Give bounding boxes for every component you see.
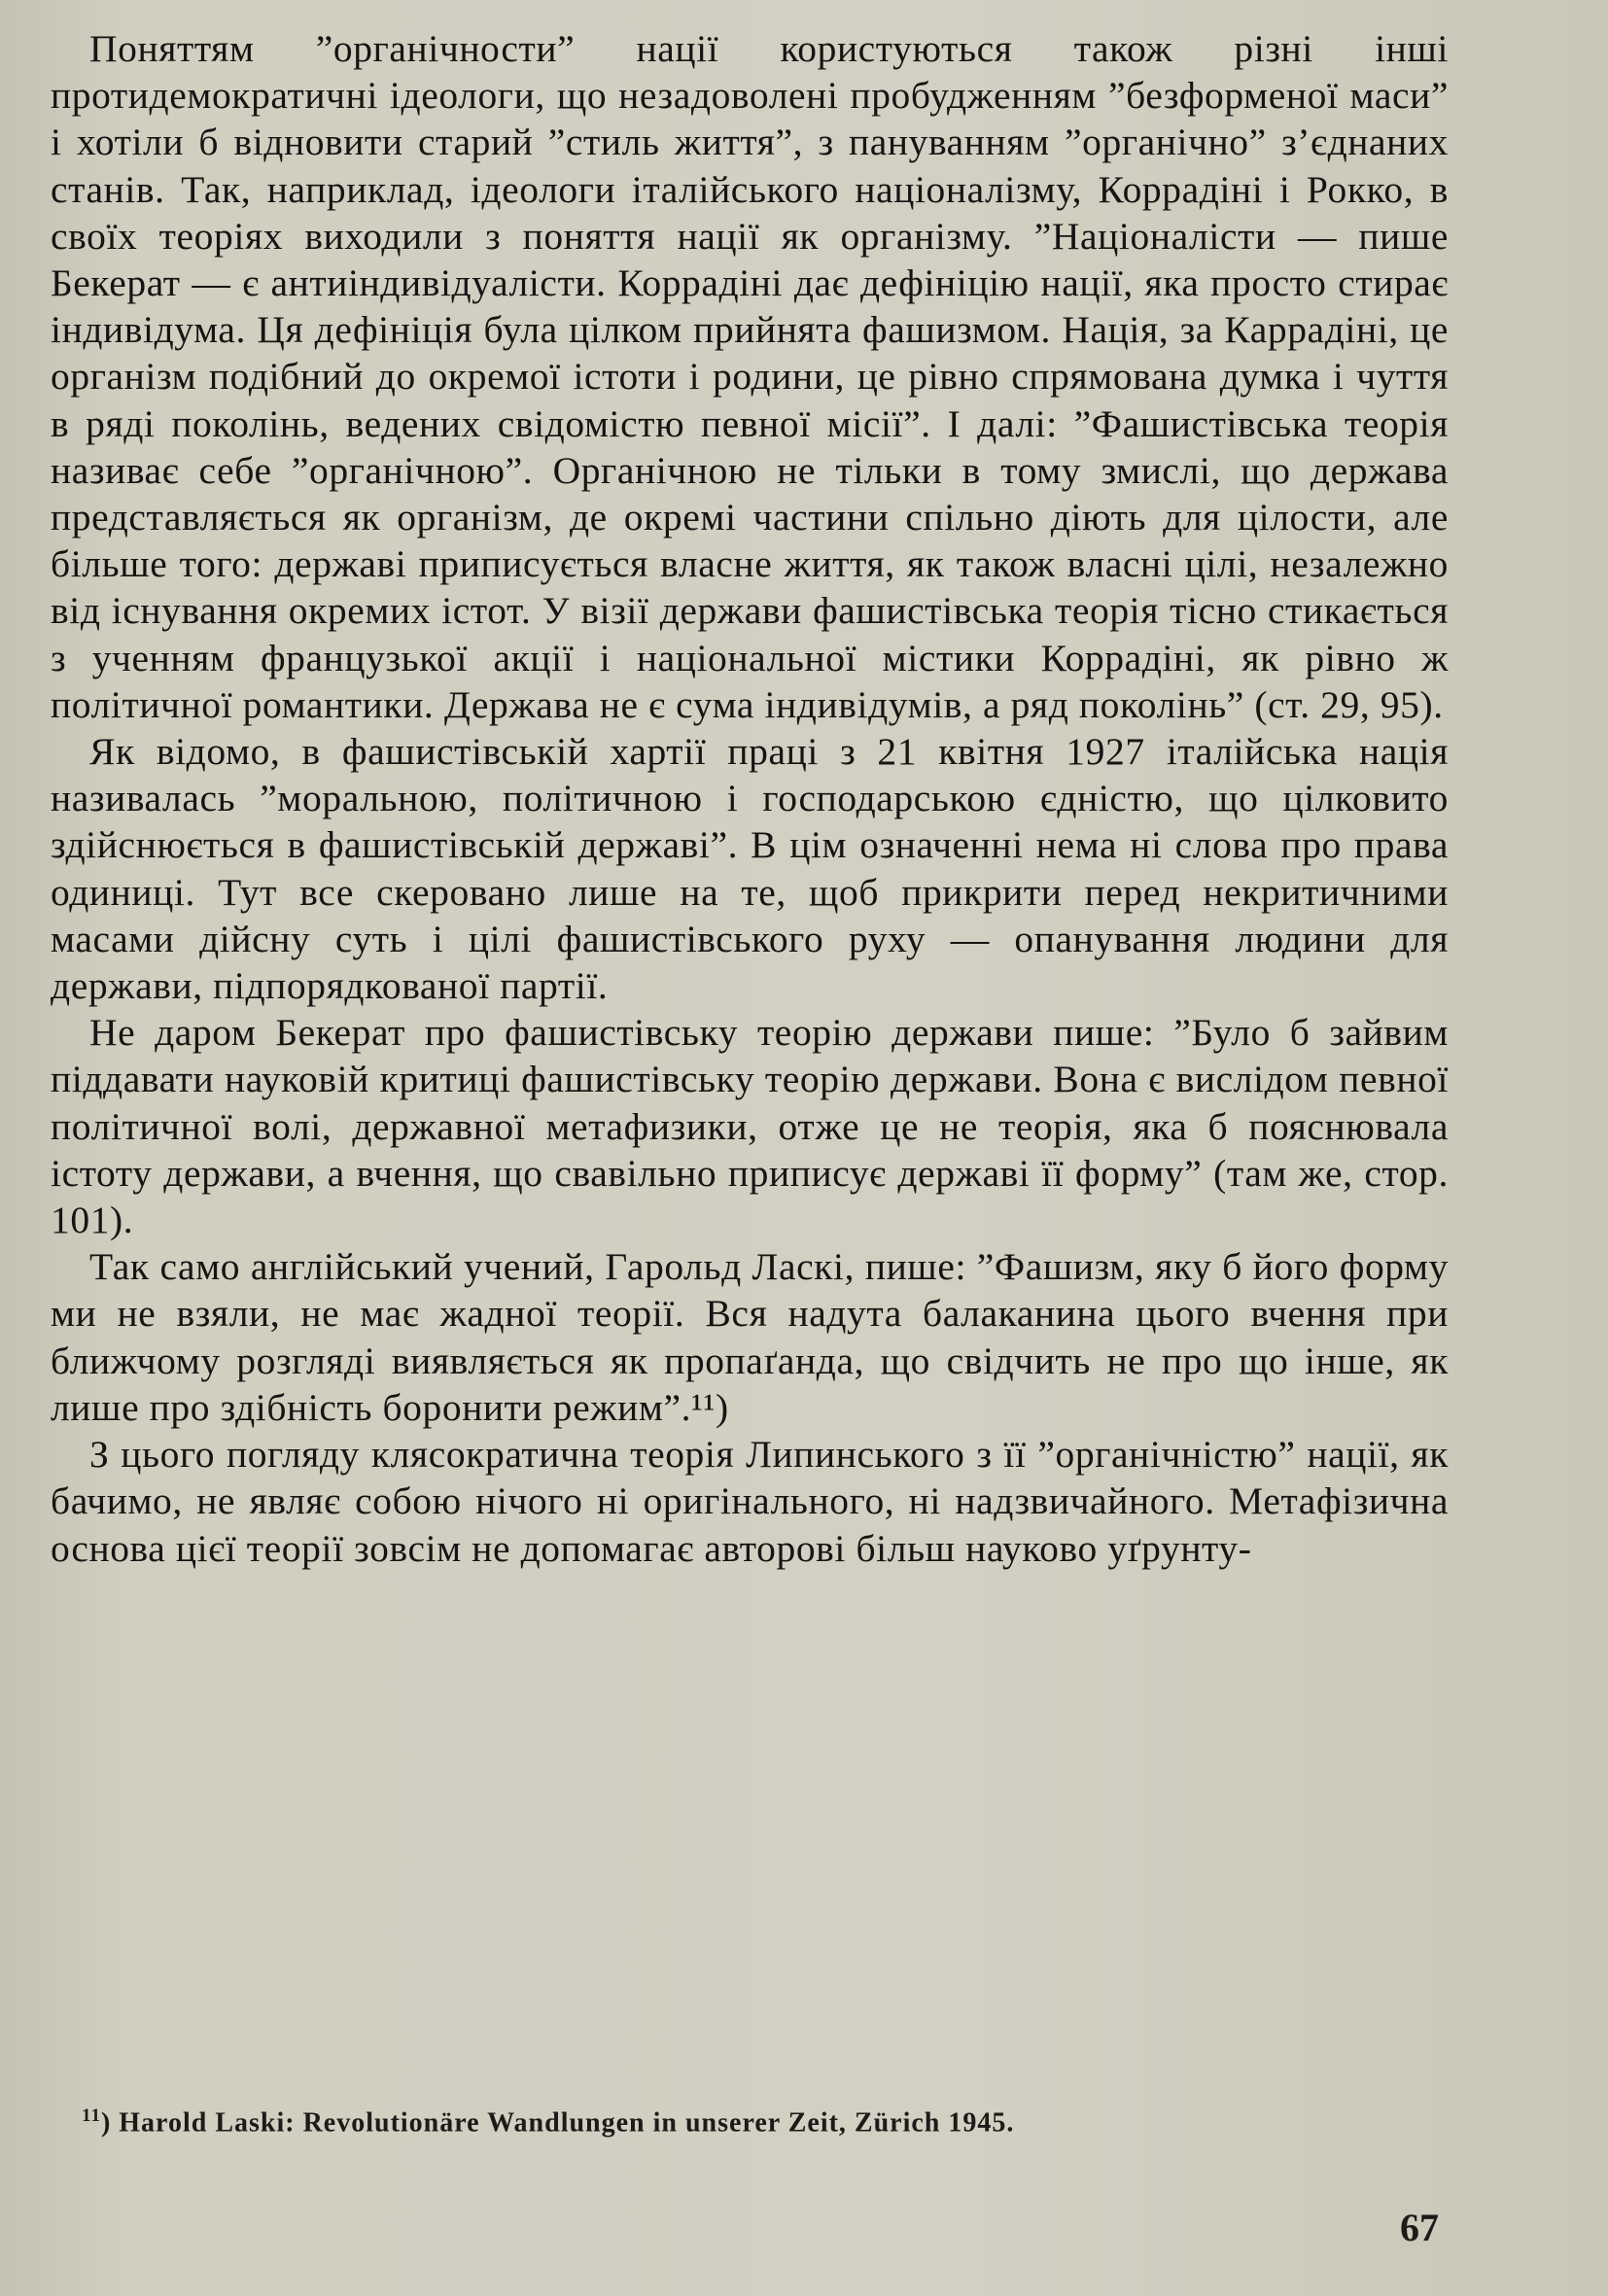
paragraph-5: З цього погляду клясократична теорія Липинського з її ”органічністю” нації, як бачимо, не являє собою нічого ні оригінального, ні надзвичайного. Метафізична основа цієї теорії зовсім не допомагає авторові більш науково уґрунту- <box>51 1433 1449 1570</box>
paragraph-2: Як відомо, в фашистівській хартії праці з 21 квітня 1927 італійська нація називалась ”моральною, політичною і господарською єдністю, що цілковито здійснюється в фашистівській державі”. В цім означенні нема ні слова про права одиниці. Тут все скеровано лише на те, щоб прикрити перед некритичними масами дійсну суть і цілі фашистівського руху — опанування людини для держави, підпорядкованої партії. <box>51 730 1449 1008</box>
paragraph-1: Поняттям ”органічности” нації користуються також різні інші протидемократичні ідеологи, що незадоволені пробудженням ”безформеної маси” і хотіли б відновити старий ”стиль життя”, з пануванням ”органічно” з’єднаних станів. Так, наприклад, ідеологи італійського націоналізму, Коррадіні і Рокко, в своїх теоріях виходили з поняття нації як організму. ”Націоналісти — пише Бекерат — є антиіндивідуалісти. Коррадіні дає дефініцію нації, яка просто стирає індивідума. Ця дефініція була цілком прийнята фашизмом. Нація, за Каррадіні, це організм подібний до окремої істоти і родини, це рівно спрямована думка і чуття в ряді поколінь, ведених свідомістю певної місії”. І далі: ”Фашистівська теорія називає себе ”органічною”. Органічною не тільки в тому змислі, що держава представляється як організм, де окремі частини спільно діють для цілости, але більше того: державі приписується власне життя, як також власні цілі, незалежно від існування окремих істот. У візії держави фашистівська теорія тісно стикається з ученням французької акції і національної містики Коррадіні, як рівно ж політичної романтики. Держава не є сума індивідумів, а ряд поколінь” (ст. 29, 95). <box>51 27 1449 726</box>
body-text <box>51 25 1449 1572</box>
footnote-text: ) Harold Laski: Revolutionäre Wandlungen in unserer Zeit, Zürich 1945. <box>100 2107 1015 2139</box>
paragraph-4: Так само англійський учений, Гарольд Ласкі, пише: ”Фашизм, яку б його форму ми не взяли, не має жадної теорії. Вся надута балаканина цього вчення при ближчому розгляді виявляється як пропаґанда, що свідчить не про що інше, як лише про здібність боронити режим”.¹¹) <box>51 1245 1449 1429</box>
paragraph-3: Не даром Бекерат про фашистівську теорію держави пише: ”Було б зайвим піддавати науковій критиці фашистівську теорію держави. Вона є вислідом певної політичної волі, державної метафизики, отже це не теорія, яка б пояснювала істоту держави, а вчення, що свавільно приписує державі її форму” (там же, стор. 101). <box>51 1011 1449 1242</box>
footnote-marker: 11 <box>82 2105 101 2126</box>
page-number: 67 <box>1400 2206 1439 2249</box>
footnote <box>82 2105 1452 2139</box>
